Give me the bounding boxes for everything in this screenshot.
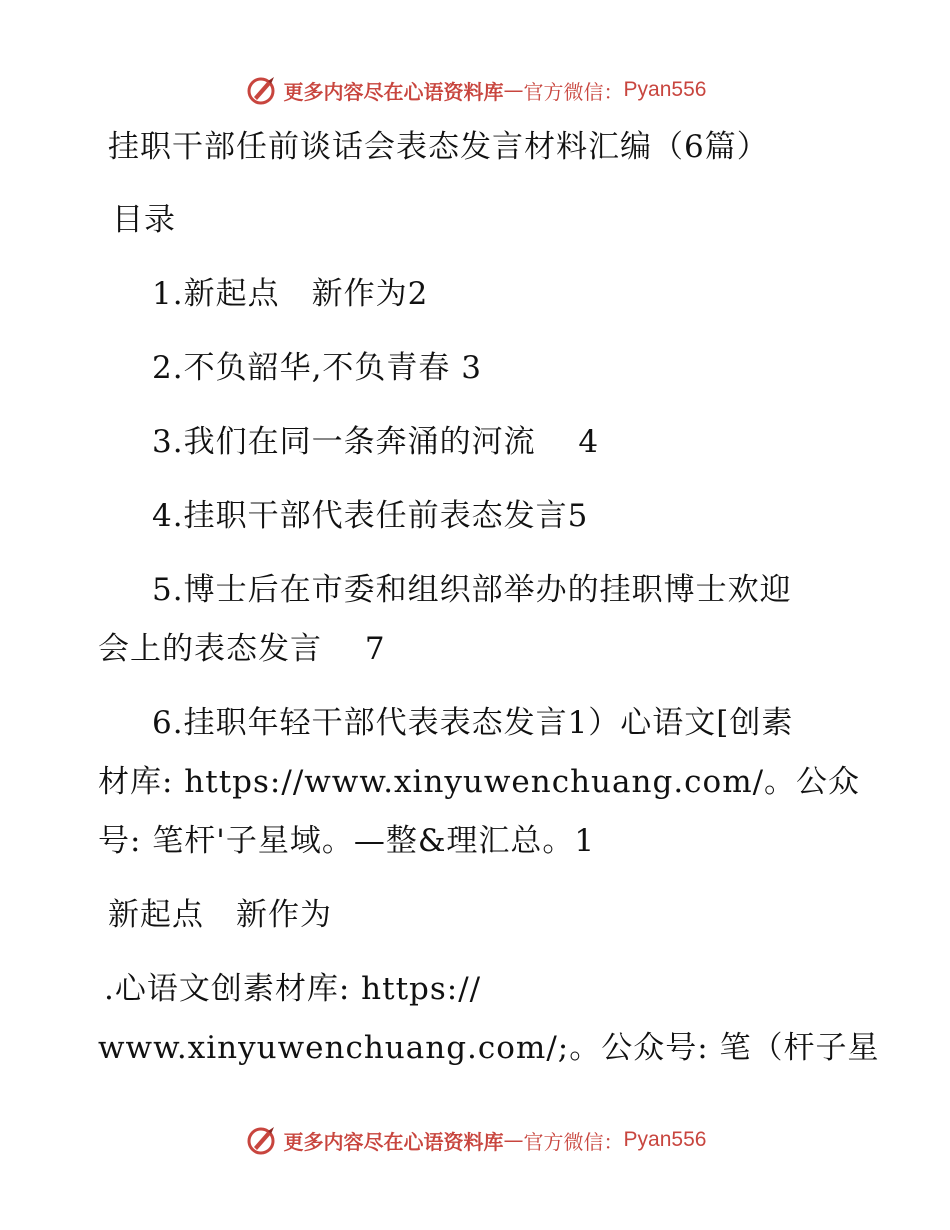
body-line-2: www.xinyuwenchuang.com/;。公众号: 笔（杆子星: [98, 1030, 880, 1066]
header-watermark: [0, 70, 950, 110]
quill-logo-icon: [244, 73, 278, 107]
toc-item-6-continued-1: 材库: https://www.xinyuwenchuang.com/。公众: [98, 764, 861, 800]
toc-item-6: 6.挂职年轻干部代表表态发言1）心语文[创素: [152, 705, 794, 741]
footer-watermark: [0, 1120, 950, 1160]
footer-wechat-label: 官方微信：: [523, 1129, 624, 1154]
header-brand-text: 更多内容尽在心语资料库: [283, 79, 504, 104]
toc-item-3: 3.我们在同一条奔涌的河流 4: [152, 424, 600, 460]
footer-dash: —: [503, 1128, 524, 1152]
section-heading: 新起点 新作为: [108, 897, 332, 933]
header-dash: —: [503, 78, 524, 102]
toc-item-6-continued-2: 号: 笔杆'子星域。—整&理汇总。1: [98, 823, 596, 859]
toc-item-5: 5.博士后在市委和组织部举办的挂职博士欢迎: [152, 572, 792, 608]
header-wechat-id: Pyan556: [623, 78, 707, 101]
body-line-1: .心语文创素材库: https://: [104, 971, 482, 1007]
footer-brand-text: 更多内容尽在心语资料库: [283, 1129, 504, 1154]
footer-wechat-id: Pyan556: [623, 1128, 707, 1151]
toc-item-2: 2.不负韶华,不负青春 3: [152, 350, 483, 386]
toc-heading: 目录: [112, 202, 176, 238]
document-title: 挂职干部任前谈话会表态发言材料汇编（6篇）: [108, 129, 769, 165]
toc-item-1: 1.新起点 新作为2: [152, 276, 429, 312]
toc-item-5-continued: 会上的表态发言 7: [98, 631, 386, 667]
toc-item-4: 4.挂职干部代表任前表态发言5: [152, 498, 589, 534]
header-wechat-label: 官方微信：: [523, 79, 624, 104]
quill-logo-icon: [244, 1123, 278, 1157]
